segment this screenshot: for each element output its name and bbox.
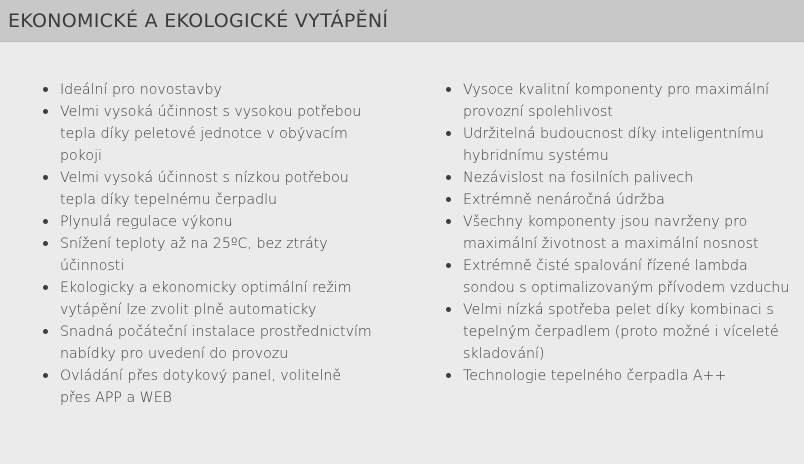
list-item-text: Extrémně čisté spalování řízené lambda sondou s optimalizovaným přívodem vzduchu <box>463 258 790 296</box>
bullet-icon <box>446 175 451 180</box>
section-header <box>0 0 804 42</box>
list-item <box>40 211 375 233</box>
list-item <box>40 233 375 277</box>
bullet-icon <box>446 197 451 202</box>
list-item-text: Nezávislost na fosilních palivech <box>463 170 694 186</box>
list-item <box>443 167 798 189</box>
list-item <box>443 123 798 167</box>
list-item-text: Snížení teploty až na 25ºC, bez ztráty účinnosti <box>60 236 328 274</box>
list-item-text: Extrémně nenáročná údržba <box>463 192 665 208</box>
bullet-icon <box>43 285 48 290</box>
bullet-icon <box>43 87 48 92</box>
bullet-icon <box>43 219 48 224</box>
list-item-text: Velmi vysoká účinnost s vysokou potřebou tepla díky peletové jednotce v obývacím pokoji <box>60 104 362 164</box>
list-item-text: Technologie tepelného čerpadla A++ <box>463 368 727 384</box>
bullet-icon <box>43 241 48 246</box>
list-item <box>443 189 798 211</box>
bullet-icon <box>446 263 451 268</box>
bullet-icon <box>446 373 451 378</box>
bullet-icon <box>446 87 451 92</box>
feature-list-left <box>40 79 375 409</box>
list-item <box>443 365 798 387</box>
bullet-icon <box>43 329 48 334</box>
list-item <box>40 321 375 365</box>
list-item <box>443 255 798 299</box>
list-item <box>443 79 798 123</box>
bullet-icon <box>43 109 48 114</box>
list-item-text: Velmi vysoká účinnost s nízkou potřebou tepla díky tepelnému čerpadlu <box>60 170 349 208</box>
list-item <box>40 101 375 167</box>
bullet-icon <box>43 373 48 378</box>
list-item-text: Všechny komponenty jsou navrženy pro maximální životnost a maximální nosnost <box>463 214 759 252</box>
bullet-icon <box>446 307 451 312</box>
list-item <box>40 167 375 211</box>
section-title: EKONOMICKÉ A EKOLOGICKÉ VYTÁPĚNÍ <box>8 10 389 32</box>
list-item <box>40 277 375 321</box>
feature-list-right <box>443 79 798 387</box>
bullet-icon <box>446 219 451 224</box>
list-item-text: Ekologicky a ekonomicky optimální režim vytápění lze zvolit plně automaticky <box>60 280 352 318</box>
list-item <box>443 211 798 255</box>
bullet-icon <box>43 175 48 180</box>
list-item-text: Plynulá regulace výkonu <box>60 214 233 230</box>
list-item-text: Snadná počáteční instalace prostřednictvím nabídky pro uvedení do provozu <box>60 324 372 362</box>
list-item-text: Vysoce kvalitní komponenty pro maximální provozní spolehlivost <box>463 82 770 120</box>
list-item-text: Udržitelná budoucnost díky inteligentnímu hybridnímu systému <box>463 126 764 164</box>
list-item <box>40 79 375 101</box>
list-item <box>40 365 375 409</box>
list-item-text: Velmi nízká spotřeba pelet díky kombinaci s tepelným čerpadlem (proto možné i víceleté skladování) <box>463 302 779 362</box>
list-item <box>443 299 798 365</box>
list-item-text: Ideální pro novostavby <box>60 82 222 98</box>
list-item-text: Ovládání přes dotykový panel, volitelně přes APP a WEB <box>60 368 342 406</box>
bullet-icon <box>446 131 451 136</box>
